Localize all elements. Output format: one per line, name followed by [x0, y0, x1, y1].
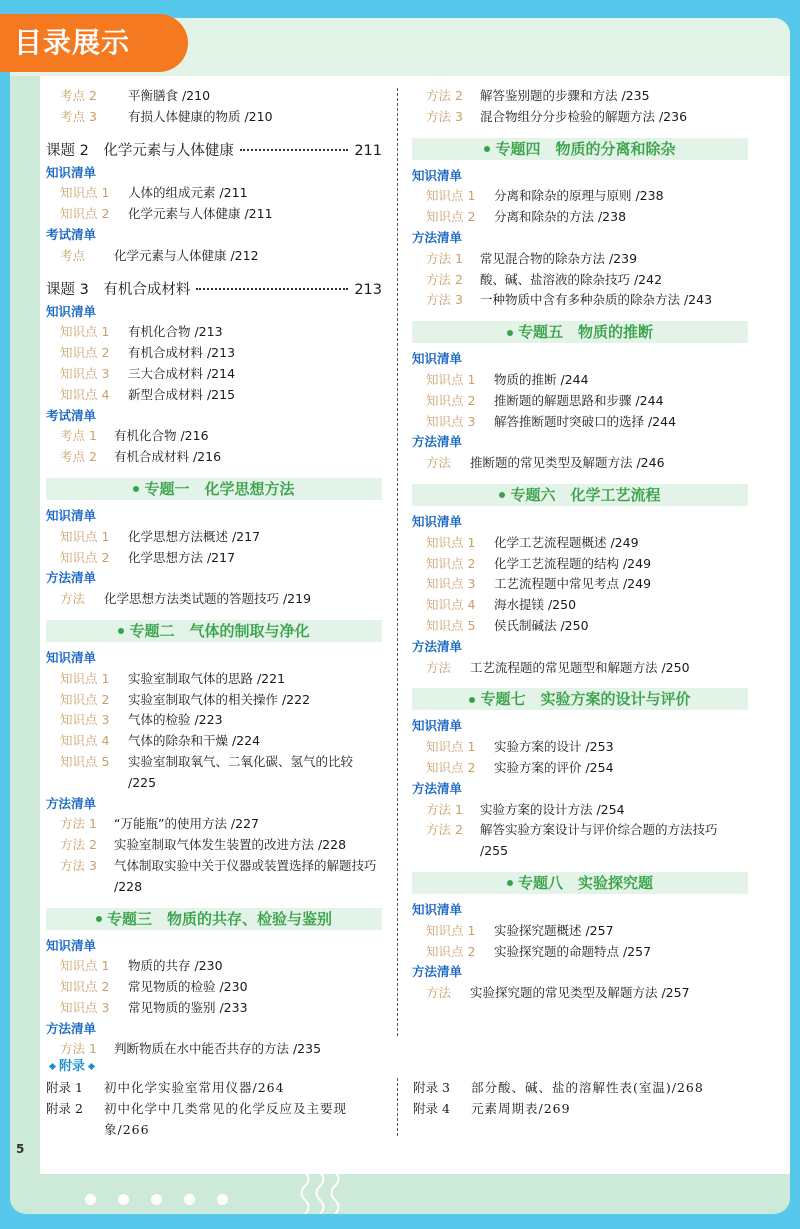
appendix-entry[interactable]: 附录 3 部分酸、碱、盐的溶解性表(室温)/268 [413, 1080, 704, 1095]
toc-entry[interactable]: 知识点 3 解答推断题时突破口的选择 /244 [426, 413, 677, 429]
toc-entry[interactable]: 方法 1 实验方案的设计方法 /254 [426, 801, 625, 817]
toc-entry[interactable]: 知识点 2 常见物质的检验 /230 [60, 979, 248, 995]
appendix-right-column [413, 1077, 749, 1119]
toc-entry[interactable]: 知识点 1 化学工艺流程题概述 /249 [426, 534, 639, 550]
bullet-dot-icon [469, 697, 475, 703]
toc-entry[interactable]: 知识点 3 三大合成材料 /214 [60, 365, 236, 381]
lesson-heading[interactable]: 课题 3 有机合成材料 213 [46, 281, 382, 298]
section-label: 方法清单 [412, 229, 463, 245]
section-label: 考试清单 [46, 226, 97, 242]
toc-entry[interactable]: 知识点 3 工艺流程题中常见考点 /249 [426, 576, 652, 592]
toc-entry[interactable]: 知识点 2 分离和除杂的方法 /238 [426, 209, 627, 225]
toc-entry[interactable]: 方法 2 酸、碱、盐溶液的除杂技巧 /242 [426, 271, 663, 287]
toc-entry[interactable]: 知识点 4 新型合成材料 /215 [60, 386, 236, 402]
toc-entry[interactable]: 知识点 1 实验探究题概述 /257 [426, 922, 614, 938]
toc-entry[interactable]: 知识点 1 有机化合物 /213 [60, 324, 223, 340]
right-column [412, 86, 748, 1004]
toc-entry[interactable]: 知识点 3 气体的检验 /223 [60, 712, 223, 728]
leader-dots [196, 288, 348, 290]
toc-entry[interactable]: 方法 1 常见混合物的除杂方法 /239 [426, 250, 638, 266]
section-label: 知识清单 [46, 164, 97, 180]
toc-entry[interactable]: 考点 1 有机化合物 /216 [60, 428, 209, 444]
appendix-heading: 附录 [46, 1055, 98, 1074]
toc-entry[interactable]: 方法 2 解答实验方案设计与评价综合题的方法技巧 /255 [426, 822, 718, 859]
bullet-dot-icon [96, 916, 102, 922]
appendix-entry[interactable]: 附录 4 元素周期表/269 [413, 1101, 571, 1116]
topic-heading[interactable]: 专题七 实验方案的设计与评价 [412, 688, 748, 710]
appendix-entry[interactable]: 附录 2 初中化学中几类常见的化学反应及主要现象/266 [46, 1101, 348, 1137]
bullet-dot-icon [118, 628, 124, 634]
toc-entry[interactable]: 知识点 2 化学元素与人体健康 /211 [60, 206, 273, 222]
toc-entry[interactable]: 知识点 2 实验室制取气体的相关操作 /222 [60, 691, 311, 707]
section-label: 知识清单 [412, 513, 463, 529]
toc-entry[interactable]: 知识点 5 实验室制取氧气、二氧化碳、氢气的比较 /225 [60, 753, 354, 790]
section-label: 知识清单 [412, 167, 463, 183]
toc-entry[interactable]: 方法 1 判断物质在水中能否共存的方法 /235 [60, 1041, 322, 1057]
toc-entry[interactable]: 方法 3 一种物质中含有多种杂质的除杂方法 /243 [426, 292, 713, 308]
toc-entry[interactable]: 知识点 1 实验室制取气体的思路 /221 [60, 670, 286, 686]
topic-heading[interactable]: 专题三 物质的共存、检验与鉴别 [46, 908, 382, 930]
toc-entry[interactable]: 知识点 1 物质的推断 /244 [426, 371, 589, 387]
toc-entry[interactable]: 知识点 2 实验探究题的命题特点 /257 [426, 943, 652, 959]
section-label: 方法清单 [412, 434, 463, 450]
toc-entry[interactable]: 方法 化学思想方法类试题的答题技巧 /219 [60, 591, 312, 607]
appendix-left-column [46, 1077, 382, 1140]
topic-heading[interactable]: 专题二 气体的制取与净化 [46, 620, 382, 642]
bullet-dot-icon [507, 880, 513, 886]
topic-heading[interactable]: 专题五 物质的推断 [412, 321, 748, 343]
toc-entry[interactable]: 知识点 5 侯氏制碱法 /250 [426, 617, 589, 633]
toc-entry[interactable]: 考点 2 有机合成材料 /216 [60, 449, 222, 465]
toc-entry[interactable]: 知识点 1 实验方案的设计 /253 [426, 739, 614, 755]
bullet-dot-icon [484, 146, 490, 152]
page-number: 5 [16, 1142, 25, 1156]
topic-heading[interactable]: 专题八 实验探究题 [412, 872, 748, 894]
toc-entry[interactable]: 知识点 4 海水提镁 /250 [426, 597, 577, 613]
toc-entry[interactable]: 考点 3 有损人体健康的物质 /210 [60, 108, 273, 124]
section-label: 方法清单 [412, 780, 463, 796]
appendix-entry[interactable]: 附录 1 初中化学实验室常用仪器/264 [46, 1080, 285, 1095]
topic-heading[interactable]: 专题四 物质的分离和除杂 [412, 138, 748, 160]
toc-entry[interactable]: 方法 3 混合物组分分步检验的解题方法 /236 [426, 108, 688, 124]
toc-entry[interactable]: 方法 实验探究题的常见类型及解题方法 /257 [426, 985, 690, 1001]
toc-entry[interactable]: 知识点 2 推断题的解题思路和步骤 /244 [426, 392, 664, 408]
toc-entry[interactable]: 知识点 1 人体的组成元素 /211 [60, 185, 248, 201]
toc-entry[interactable]: 知识点 2 化学工艺流程题的结构 /249 [426, 555, 652, 571]
toc-entry[interactable]: 考点 2 平衡膳食 /210 [60, 88, 211, 103]
lesson-heading[interactable]: 课题 2 化学元素与人体健康 211 [46, 142, 382, 159]
section-label: 知识清单 [46, 507, 97, 523]
toc-entry[interactable]: 知识点 1 化学思想方法概述 /217 [60, 528, 261, 544]
section-label: 方法清单 [412, 638, 463, 654]
diamond-icon [88, 1063, 95, 1070]
section-label: 知识清单 [412, 351, 463, 367]
leader-dots [240, 149, 348, 151]
section-label: 方法清单 [412, 964, 463, 980]
bullet-dot-icon [499, 492, 505, 498]
diamond-icon [49, 1063, 56, 1070]
toc-entry[interactable]: 方法 2 解答鉴别题的步骤和方法 /235 [426, 88, 650, 103]
toc-entry[interactable]: 方法 推断题的常见类型及解题方法 /246 [426, 455, 665, 471]
topic-heading[interactable]: 专题六 化学工艺流程 [412, 484, 748, 506]
topic-heading[interactable]: 专题一 化学思想方法 [46, 478, 382, 500]
section-label: 方法清单 [46, 570, 97, 586]
toc-entry[interactable]: 知识点 3 常见物质的鉴别 /233 [60, 999, 248, 1015]
section-label: 方法清单 [46, 1020, 97, 1036]
toc-entry[interactable]: 知识点 4 气体的除杂和干燥 /224 [60, 733, 261, 749]
toc-entry[interactable]: 知识点 2 有机合成材料 /213 [60, 345, 236, 361]
wave-decoration-icon [326, 1158, 344, 1214]
section-label: 知识清单 [412, 718, 463, 734]
bullet-dot-icon [133, 486, 139, 492]
toc-entry[interactable]: 知识点 1 分离和除杂的原理与原则 /238 [426, 188, 664, 204]
bullet-dot-icon [507, 330, 513, 336]
page-title: 目录展示 [0, 14, 188, 72]
appendix-divider [397, 1078, 398, 1136]
toc-entry[interactable]: 方法 3 气体制取实验中关于仪器或装置选择的解题技巧 /228 [60, 857, 377, 894]
section-label: 方法清单 [46, 795, 97, 811]
section-label: 考试清单 [46, 407, 97, 423]
column-divider [397, 88, 398, 1036]
left-column [46, 86, 382, 1060]
toc-entry[interactable]: 方法 1 “万能瓶”的使用方法 /227 [60, 816, 259, 832]
toc-entry[interactable]: 方法 工艺流程题的常见题型和解题方法 /250 [426, 659, 690, 675]
toc-entry[interactable]: 知识点 2 实验方案的评价 /254 [426, 759, 614, 775]
section-label: 知识清单 [412, 901, 463, 917]
section-label: 知识清单 [46, 303, 97, 319]
toc-entry[interactable]: 知识点 2 化学思想方法 /217 [60, 549, 236, 565]
toc-entry[interactable]: 知识点 1 物质的共存 /230 [60, 958, 223, 974]
section-label: 知识清单 [46, 937, 97, 953]
toc-entry[interactable]: 考点 化学元素与人体健康 /212 [60, 247, 259, 263]
toc-entry[interactable]: 方法 2 实验室制取气体发生装置的改进方法 /228 [60, 837, 347, 853]
section-label: 知识清单 [46, 649, 97, 665]
